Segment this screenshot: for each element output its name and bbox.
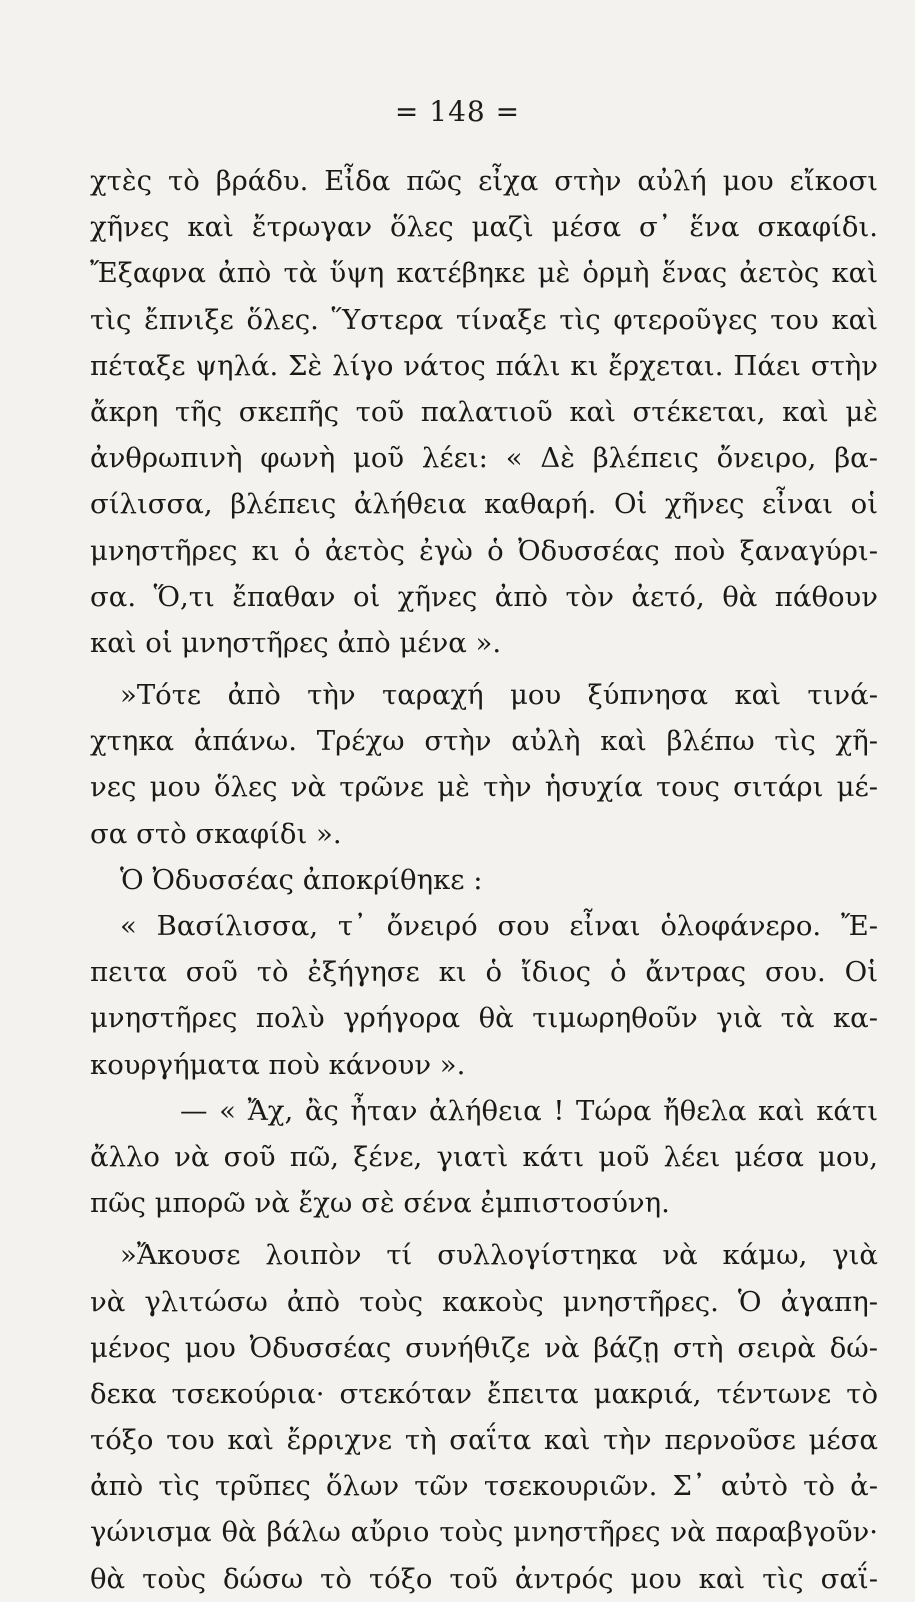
text-line: ἄκρη τῆς σκεπῆς τοῦ παλατιοῦ καὶ στέκεται, καὶ μὲ [90,395,878,428]
text-line: νὰ γλιτώσω ἀπὸ τοὺς κακοὺς μνηστῆρες. Ὁ ἀγαπη- [90,1285,878,1318]
text-line: χτηκα ἀπάνω. Τρέχω στὴν αὐλὴ καὶ βλέπω τὶς χῆ- [90,725,878,758]
dialogue-line: — « Ἄχ, ἂς ἦταν ἀλήθεια ! Τώρα ἤθελα καὶ κάτι [180,1094,878,1127]
text-line: πῶς μπορῶ νὰ ἔχω σὲ σένα ἐμπιστοσύνη. [90,1187,670,1220]
text-line: ἀνθρωπινὴ φωνὴ μοῦ λέει: « Δὲ βλέπεις ὄνειρο, βα- [90,442,878,475]
text-line: καὶ οἱ μνηστῆρες ἀπὸ μένα ». [90,626,502,659]
text-line: ἀπὸ τὶς τρῦπες ὅλων τῶν τσεκουριῶν. Σ᾽ αὐτὸ τὸ ἀ- [90,1470,878,1503]
body-text [90,158,878,1602]
page-number: = 148 = [394,95,521,128]
text-line: κουργήματα ποὺ κάνουν ». [90,1048,466,1081]
text-line: πειτα σοῦ τὸ ἐξήγησε κι ὁ ἴδιος ὁ ἄντρας σου. Οἱ [90,956,878,989]
paragraph-start-line: « Βασίλισσα, τ᾽ ὄνειρό σου εἶναι ὁλοφάνερο. Ἔ- [120,910,878,942]
paragraph-start-line: »Ἄκουσε λοιπὸν τί συλλογίστηκα νὰ κάμω, γιὰ [120,1239,878,1272]
text-line: Ἔξαφνα ἀπὸ τὰ ὕψη κατέβηκε μὲ ὁρμὴ ἕνας ἀετὸς καὶ [90,257,878,290]
text-line: σα στὸ σκαφίδι ». [90,817,342,850]
text-line: σίλισσα, βλέπεις ἀλήθεια καθαρή. Οἱ χῆνες εἶναι οἱ [90,488,878,521]
text-line: μένος μου Ὀδυσσέας συνήθιζε νὰ βάζῃ στὴ σειρὰ δώ- [90,1331,878,1364]
text-line: γώνισμα θὰ βάλω αὔριο τοὺς μνηστῆρες νὰ παραβγοῦν· [90,1516,878,1549]
text-line: θὰ τοὺς δώσω τὸ τόξο τοῦ ἀντρός μου καὶ τὶς σαΐ- [90,1562,878,1595]
paragraph-start-line: »Τότε ἀπὸ τὴν ταραχή μου ξύπνησα καὶ τινά- [120,679,878,712]
text-line: τόξο του καὶ ἔρριχνε τὴ σαΐτα καὶ τὴν περνοῦσε μέσα [90,1424,878,1457]
text-line: χτὲς τὸ βράδυ. Εἶδα πῶς εἶχα στὴν αὐλή μου εἴκοσι [90,165,878,197]
text-line: τὶς ἔπνιξε ὅλες. Ὕστερα τίναξε τὶς φτεροῦγες του καὶ [90,303,878,336]
paragraph-start-line: Ὁ Ὀδυσσέας ἀποκρίθηκε : [120,863,483,896]
text-line: μνηστῆρες κι ὁ ἀετὸς ἐγὼ ὁ Ὀδυσσέας ποὺ ξαναγύρι- [90,534,878,567]
text-line: δεκα τσεκούρια· στεκόταν ἔπειτα μακριά, τέντωνε τὸ [90,1377,878,1410]
text-line: ἄλλο νὰ σοῦ πῶ, ξένε, γιατὶ κάτι μοῦ λέει μέσα μου, [90,1140,878,1173]
text-line: σα. Ὅ,τι ἔπαθαν οἱ χῆνες ἀπὸ τὸν ἀετό, θὰ πάθουν [90,580,878,613]
text-line: νες μου ὅλες νὰ τρῶνε μὲ τὴν ἡσυχία τους σιτάρι μέ- [90,771,878,804]
text-line: χῆνες καὶ ἔτρωγαν ὅλες μαζὶ μέσα σ᾽ ἕνα σκαφίδι. [90,211,878,244]
text-line: μνηστῆρες πολὺ γρήγορα θὰ τιμωρηθοῦν γιὰ τὰ κα- [90,1002,878,1035]
text-line: πέταξε ψηλά. Σὲ λίγο νάτος πάλι κι ἔρχεται. Πάει στὴν [90,349,878,382]
